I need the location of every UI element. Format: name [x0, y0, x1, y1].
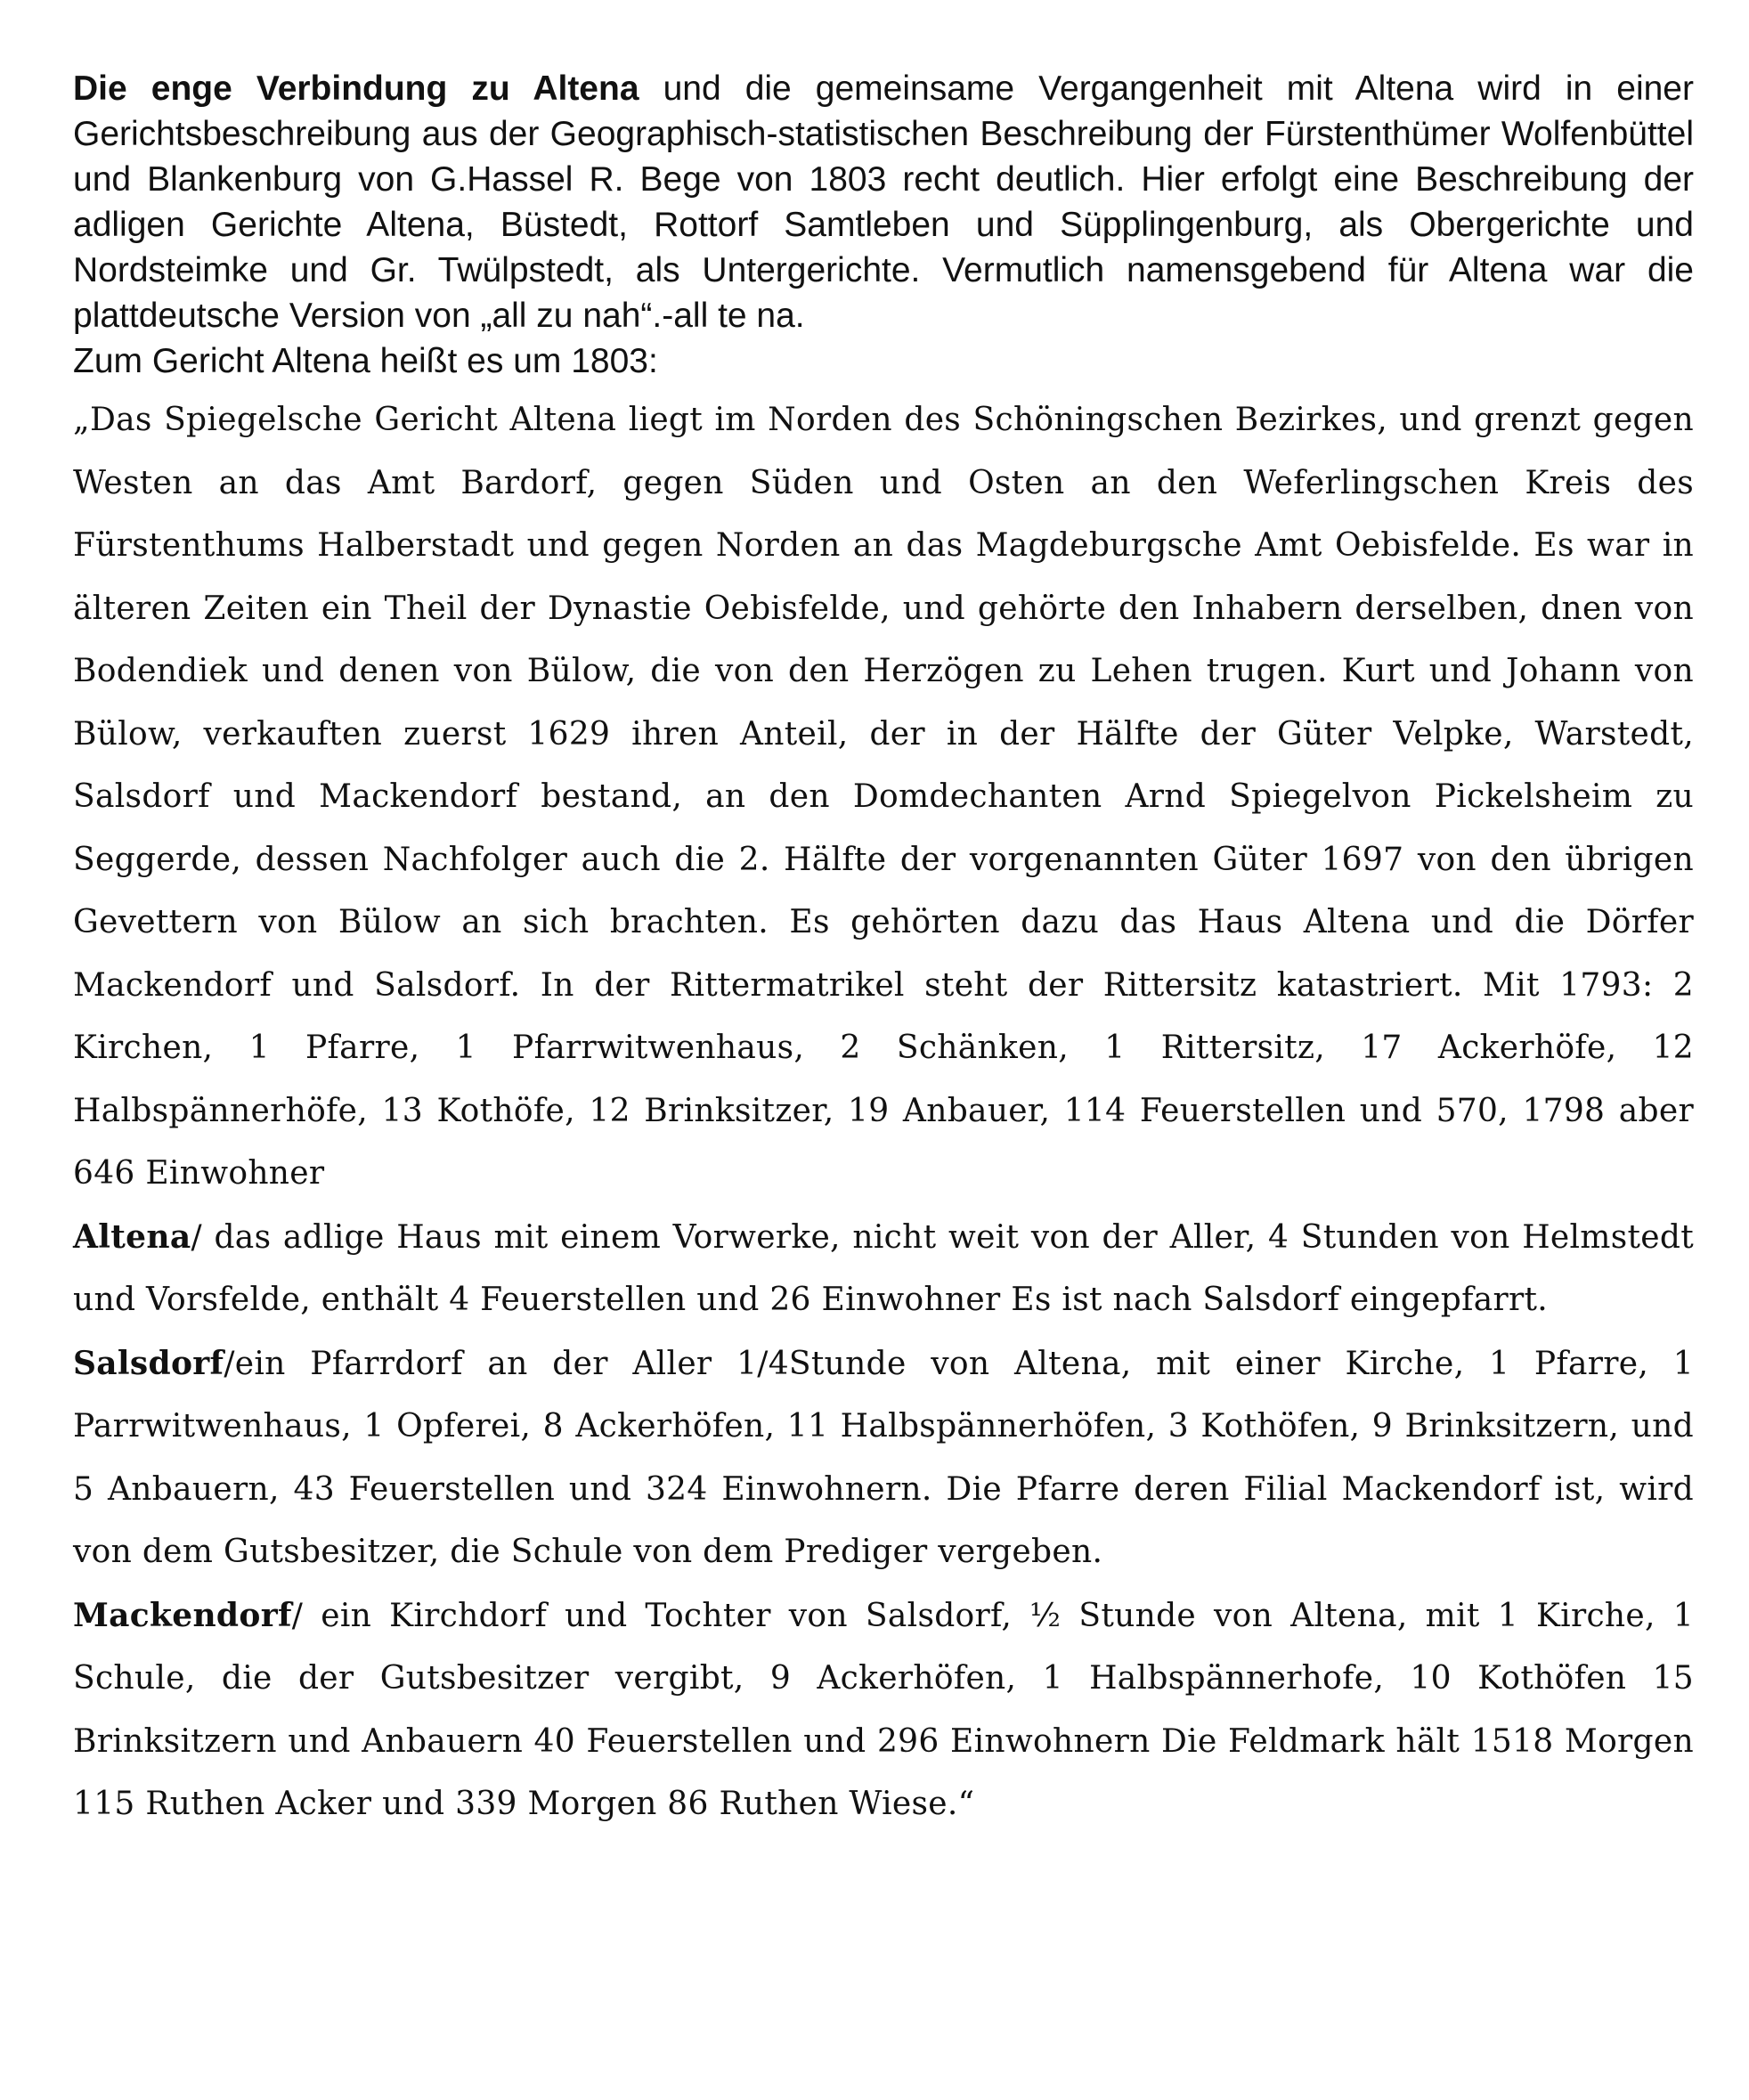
entry-altena-name: Altena: [73, 1217, 191, 1256]
entry-salsdorf-text: /ein Pfarrdorf an der Aller 1/4Stunde von Altena, mit einer Kirche, 1 Pfarre, 1 Parrwitwenhaus, 1 Opferei, 8 Ackerhöfen, 11 Halbspännerhöfen, 3 Kothöfen, 9 Brinksitzern, und 5 Anbauern, 43 Feuerstellen und 324 Einwohnern. Die Pfarre deren Filial Mackendorf ist, wird von dem Gutsbesitzer, die Schule von dem Prediger vergeben.: [73, 1345, 1694, 1570]
entry-salsdorf: [73, 1332, 1694, 1584]
quote-main-paragraph: „Das Spiegelsche Gericht Altena liegt im Norden des Schöningschen Bezirkes, und grenzt gegen Westen an das Amt Bardorf, gegen Süden und Osten an den Weferlingschen Kreis des Fürstenthums Halberstadt und gegen Norden an das Magdeburgsche Amt Oebisfelde. Es war in älteren Zeiten ein Theil der Dynastie Oebisfelde, und gehörte den Inhabern derselben, dnen von Bodendiek und denen von Bülow, die von den Herzögen zu Lehen trugen. Kurt und Johann von Bülow, verkauften zuerst 1629 ihren Anteil, der in der Hälfte der Güter Velpke, Warstedt, Salsdorf und Mackendorf bestand, an den Domdechanten Arnd Spiegelvon Pickelsheim zu Seggerde, dessen Nachfolger auch die 2. Hälfte der vorgenannten Güter 1697 von den übrigen Gevettern von Bülow an sich brachten. Es gehörten dazu das Haus Altena und die Dörfer Mackendorf und Salsdorf. In der Rittermatrikel steht der Rittersitz katastriert. Mit 1793: 2 Kirchen, 1 Pfarre, 1 Pfarrwitwenhaus, 2 Schänken, 1 Rittersitz, 17 Ackerhöfe, 12 Halbspännerhöfe, 13 Kothöfe, 12 Brinksitzer, 19 Anbauer, 114 Feuerstellen und 570, 1798 aber 646 Einwohner: [73, 402, 1694, 1192]
document-page: [73, 66, 1694, 1836]
intro-lead-bold: Die enge Verbindung zu Altena: [73, 69, 639, 108]
entry-mackendorf: [73, 1584, 1694, 1836]
entry-salsdorf-name: Salsdorf: [73, 1344, 224, 1382]
entry-altena-text: / das adlige Haus mit einem Vorwerke, nicht weit von der Aller, 4 Stunden von Helmstedt und Vorsfelde, enthält 4 Feuerstellen und 26 Einwohner Es ist nach Salsdorf eingepfarrt.: [73, 1218, 1694, 1318]
entry-mackendorf-name: Mackendorf: [73, 1596, 292, 1634]
entry-mackendorf-text: / ein Kirchdorf und Tochter von Salsdorf, ½ Stunde von Altena, mit 1 Kirche, 1 Schule, die der Gutsbesitzer vergibt, 9 Ackerhöfen, 1 Halbspännerhofe, 10 Kothöfen 15 Brinksitzern und Anbauern 40 Feuerstellen und 296 Einwohnern Die Feldmark hält 1518 Morgen 115 Ruthen Acker und 339 Morgen 86 Ruthen Wiese.“: [73, 1597, 1694, 1822]
entry-altena: [73, 1206, 1694, 1332]
intro-paragraph: [73, 66, 1694, 338]
subheading: Zum Gericht Altena heißt es um 1803:: [73, 342, 658, 380]
intro-text: und die gemeinsame Vergangenheit mit Altena wird in einer Gerichtsbeschreibung aus der Geographisch-statistischen Beschreibung der Fürstenthümer Wolfenbüttel und Blankenburg von G.Hassel R. Bege von 1803 recht deutlich. Hier erfolgt eine Beschreibung der adligen Gerichte Altena, Büstedt, Rottorf Samtleben und Süpplingenburg, als Obergerichte und Nordsteimke und Gr. Twülpstedt, als Untergerichte. Vermutlich namensgebend für Altena war die plattdeutsche Version von „all zu nah“.-all te na.: [73, 69, 1694, 335]
